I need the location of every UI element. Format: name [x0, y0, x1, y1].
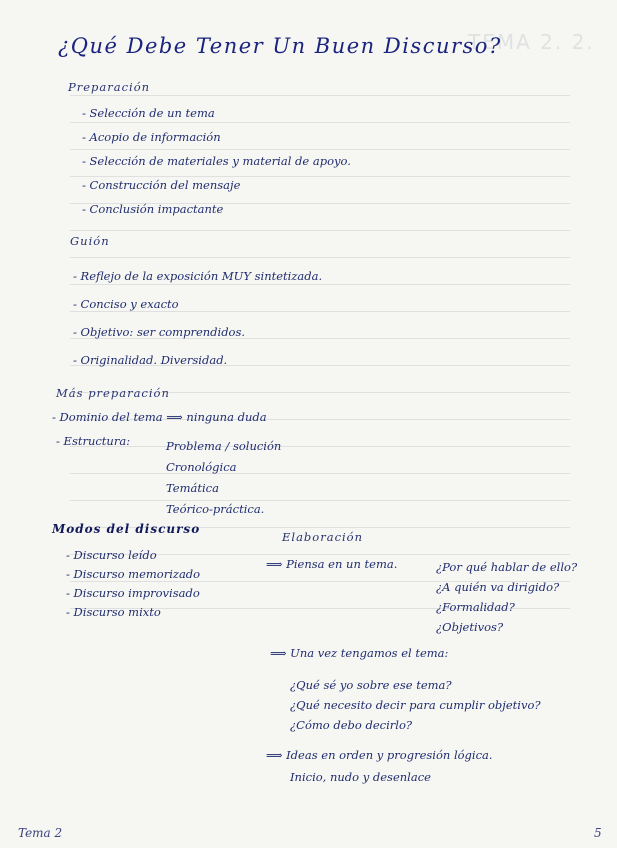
list-item: ¿A quién va dirigido? — [436, 580, 560, 594]
list-item: ¿Qué sé yo sobre ese tema? — [290, 678, 452, 692]
bleed-through-text: TEMA 2. 2. — [468, 30, 595, 54]
list-item: ¿Cómo debo decirlo? — [290, 718, 413, 732]
list-item: ¿Formalidad? — [436, 600, 515, 614]
piensa-questions — [436, 557, 577, 637]
inicio-line: Inicio, nudo y desenlace — [290, 770, 431, 784]
list-item: - Selección de un tema — [82, 101, 351, 125]
guion-list — [73, 262, 322, 374]
una-vez-line: ⟹ Una vez tengamos el tema: — [270, 646, 449, 660]
preparacion-heading: Preparación — [68, 80, 151, 94]
page-title: ¿Qué Debe Tener Un Buen Discurso? — [58, 34, 502, 58]
list-item: - Discurso mixto — [66, 603, 200, 622]
list-item: - Conclusión impactante — [82, 197, 351, 221]
preparacion-list — [82, 101, 351, 221]
list-item: - Discurso improvisado — [66, 584, 200, 603]
estructura-list — [166, 436, 281, 520]
list-item: - Construcción del mensaje — [82, 173, 351, 197]
list-item: Problema / solución — [166, 439, 282, 453]
list-item: ¿Objetivos? — [436, 620, 504, 634]
piensa-line: ⟹ Piensa en un tema. — [266, 557, 398, 571]
list-item: - Selección de materiales y material de apoyo. — [82, 149, 351, 173]
estructura-label: - Estructura: — [56, 434, 130, 448]
list-item: - Discurso leído — [66, 546, 200, 565]
guion-heading: Guión — [70, 234, 110, 248]
list-item: - Reflejo de la exposición MUY sintetizada. — [73, 262, 322, 290]
modos-heading: Modos del discurso — [52, 522, 201, 536]
list-item: Temática — [166, 481, 219, 495]
elaboracion-heading: Elaboración — [282, 530, 364, 544]
list-item: - Originalidad. Diversidad. — [73, 346, 322, 374]
modos-list — [66, 546, 200, 622]
footer-topic: Tema 2 — [18, 826, 63, 840]
list-item: - Discurso memorizado — [66, 565, 200, 584]
list-item: Cronológica — [166, 460, 237, 474]
list-item: - Acopio de información — [82, 125, 351, 149]
page-number: 5 — [594, 826, 602, 840]
list-item: - Conciso y exacto — [73, 290, 322, 318]
dominio-line: - Dominio del tema ⟹ ninguna duda — [52, 410, 267, 424]
list-item: - Objetivo: ser comprendidos. — [73, 318, 322, 346]
mas-preparacion-heading: Más preparación — [56, 386, 170, 400]
una-vez-questions — [290, 675, 541, 735]
list-item: ¿Por qué hablar de ello? — [436, 560, 578, 574]
list-item: Teórico-práctica. — [166, 502, 265, 516]
ideas-line: ⟹ Ideas en orden y progresión lógica. — [266, 748, 493, 762]
list-item: ¿Qué necesito decir para cumplir objetivo? — [290, 698, 541, 712]
